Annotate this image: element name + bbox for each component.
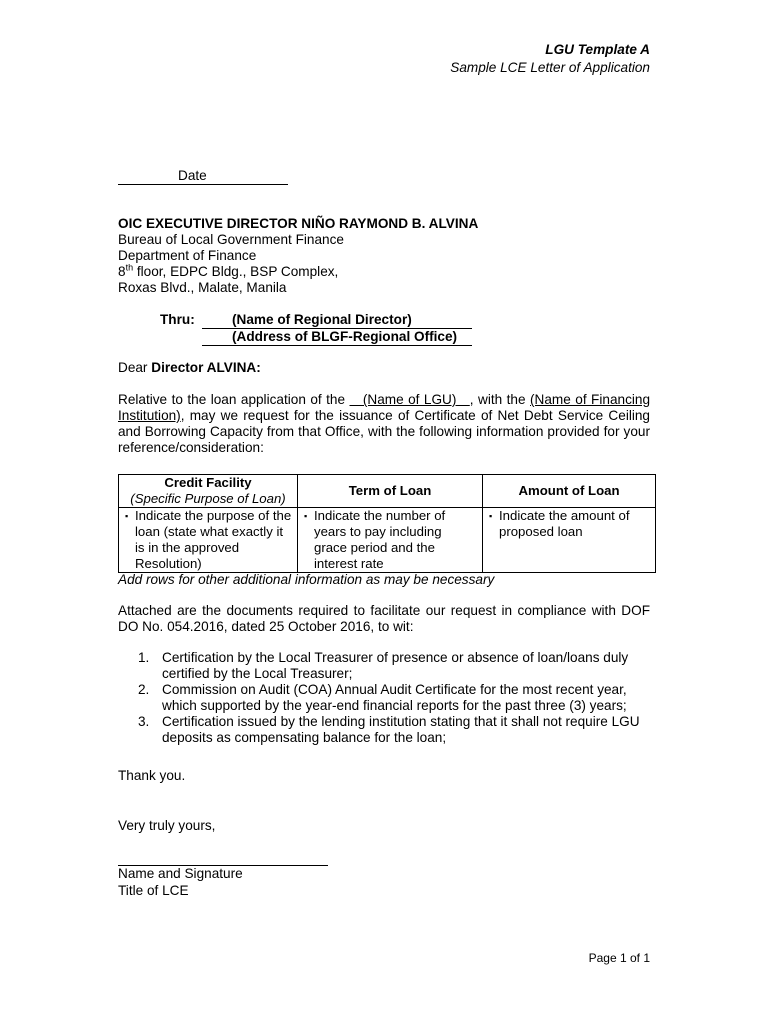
term-of-loan-header: Term of Loan [298, 475, 483, 508]
amount-of-loan-cell: ▪ Indicate the amount of proposed loan [483, 508, 656, 573]
recipient-name: OIC EXECUTIVE DIRECTOR NIÑO RAYMOND B. ALVINA [118, 216, 479, 231]
table-row [119, 508, 656, 573]
list-item: 3. Certification issued by the lending institution stating that it shall not require LGU deposits as compensating balance for the loan; [138, 714, 640, 745]
amount-of-loan-header: Amount of Loan [483, 475, 656, 508]
closing-text: Very truly yours, [118, 818, 216, 833]
salutation-name: Director ALVINA: [151, 360, 261, 375]
recipient-building: 8th floor, EDPC Bldg., BSP Complex, [118, 262, 339, 279]
add-rows-note: Add rows for other additional information as may be necessary [118, 572, 495, 587]
credit-facility-cell: ▪ Indicate the purpose of the loan (state what exactly it is in the approved Resolution) [119, 508, 298, 573]
date-field [118, 168, 288, 185]
bullet-icon: ▪ [489, 511, 493, 521]
bullet-icon: ▪ [125, 511, 129, 521]
loan-table [118, 474, 656, 573]
bullet-icon: ▪ [304, 511, 308, 521]
list-item: 1. Certification by the Local Treasurer of presence or absence of loan/loans duly certified by the Local Treasurer; [138, 650, 629, 681]
regional-director-field: (Name of Regional Director) [202, 312, 472, 329]
request-paragraph: Relative to the loan application of the (Name of LGU) , with the (Name of Financing Institution), may we request for the issuance of Certificate of Net Debt Service Ceiling and Borrowing Capacity from that Office, with the following information provided for your reference/consideration: [118, 392, 650, 455]
term-of-loan-cell: ▪ Indicate the number of years to pay including grace period and the interest rate [298, 508, 483, 573]
recipient-department: Department of Finance [118, 248, 257, 263]
recipient-address [118, 216, 478, 296]
salutation: Dear Director ALVINA: [118, 360, 261, 375]
signature-title: Title of LCE [118, 883, 189, 898]
documents-list [118, 650, 658, 746]
date-label: Date [178, 168, 207, 183]
credit-facility-header: Credit Facility (Specific Purpose of Loan) [119, 475, 298, 508]
financing-institution-placeholder: (Name of Financing Institution) [118, 392, 650, 423]
thanks-text: Thank you. [118, 768, 186, 783]
page-number: Page 1 of 1 [588, 951, 650, 965]
regional-office-field: (Address of BLGF-Regional Office) [202, 329, 472, 346]
table-header-row [119, 475, 656, 508]
lgu-name-placeholder: (Name of LGU) [349, 392, 470, 407]
template-title: LGU Template A [545, 42, 650, 57]
signature-name: Name and Signature [118, 866, 243, 881]
template-subtitle: Sample LCE Letter of Application [450, 60, 650, 75]
attachments-paragraph: Attached are the documents required to facilitate our request in compliance with DOF DO No. 054.2016, dated 25 October 2016, to wit: [118, 603, 650, 634]
thru-label: Thru: [160, 312, 195, 327]
recipient-bureau: Bureau of Local Government Finance [118, 232, 344, 247]
list-item: 2. Commission on Audit (COA) Annual Audit Certificate for the most recent year, which supported by the year-end financial reports for the past three (3) years; [138, 682, 627, 713]
recipient-city: Roxas Blvd., Malate, Manila [118, 280, 287, 295]
